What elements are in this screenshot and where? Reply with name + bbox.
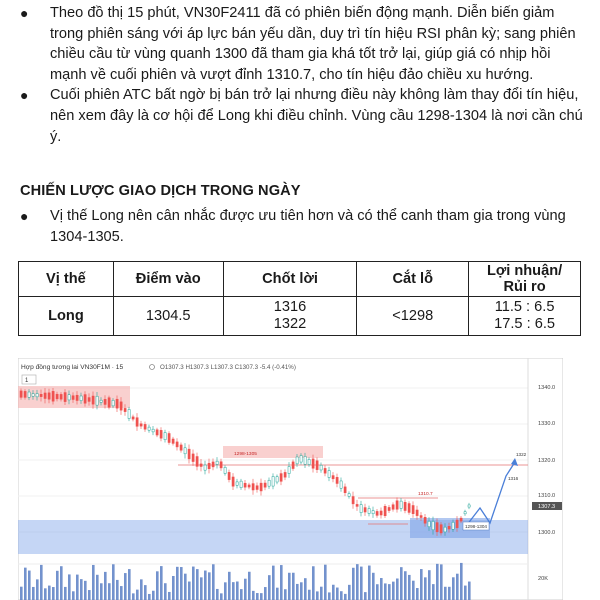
volume-bar xyxy=(236,581,239,600)
table-header-row xyxy=(19,262,581,297)
candle xyxy=(448,526,450,529)
candle xyxy=(240,481,242,488)
cell-take-profit xyxy=(223,297,357,336)
candle xyxy=(324,468,326,473)
volume-bar xyxy=(180,567,183,600)
volume-bar xyxy=(132,593,135,600)
candle xyxy=(436,523,438,532)
candle xyxy=(292,462,294,469)
candle xyxy=(72,396,74,400)
volume-bar xyxy=(388,584,391,600)
candle xyxy=(344,487,346,493)
volume-bar xyxy=(284,589,287,600)
candle xyxy=(444,527,446,532)
candle xyxy=(252,484,254,490)
candle xyxy=(364,508,366,512)
candle xyxy=(160,430,162,438)
candle xyxy=(120,402,122,410)
candle xyxy=(224,467,226,473)
y-label: 1320.0 xyxy=(538,458,556,464)
volume-bar xyxy=(48,586,51,600)
candle xyxy=(64,393,66,402)
candle xyxy=(84,395,86,404)
volume-bar xyxy=(404,571,407,600)
cell-reward-risk xyxy=(469,297,581,336)
header-take-profit: Chốt lời xyxy=(223,262,357,297)
volume-bar xyxy=(340,591,343,600)
candle xyxy=(256,486,258,490)
candle xyxy=(452,522,454,529)
strategy-bullet xyxy=(18,206,588,247)
volume-bar xyxy=(92,565,95,600)
candle xyxy=(392,505,394,510)
volume-bar xyxy=(300,582,303,600)
candle xyxy=(116,399,118,408)
volume-bar xyxy=(52,587,55,600)
volume-bar xyxy=(296,584,299,600)
price-chart xyxy=(18,358,563,600)
candle xyxy=(112,400,114,406)
candle xyxy=(300,456,302,463)
candle xyxy=(204,465,206,470)
candle xyxy=(104,399,106,404)
rr2: 17.5 : 6.5 xyxy=(494,316,555,332)
candle xyxy=(336,477,338,483)
candle xyxy=(424,517,426,523)
candle xyxy=(40,394,42,396)
candle xyxy=(396,501,398,510)
candle xyxy=(316,461,318,470)
candle xyxy=(80,396,82,401)
header-reward-risk xyxy=(469,262,581,297)
candle xyxy=(308,459,310,464)
volume-bar xyxy=(168,592,171,600)
candle xyxy=(76,395,78,400)
candle xyxy=(264,483,266,487)
chart-ohlc: O1307.3 H1307.3 L1307.3 C1307.3 -5.4 (-0.41%) xyxy=(160,364,296,371)
volume-bar xyxy=(276,588,279,600)
volume-bar xyxy=(88,590,91,600)
header-entry: Điểm vào xyxy=(113,262,223,297)
cell-stop-loss: <1298 xyxy=(357,297,469,336)
candle xyxy=(108,398,110,408)
candle xyxy=(368,509,370,514)
volume-bar xyxy=(176,567,179,600)
volume-bar xyxy=(84,581,87,600)
volume-bar xyxy=(380,578,383,600)
volume-bar xyxy=(108,583,111,600)
volume-bar xyxy=(196,569,199,600)
candle xyxy=(208,463,210,469)
volume-bar xyxy=(376,584,379,600)
candle xyxy=(56,394,58,399)
analysis-text-1: Theo đồ thị 15 phút, VN30F2411 đã có phiên biến động mạnh. Diễn biến giảm trong phiên sáng với áp lực bán yếu dần, duy trì tín hiệu RSI phân kỳ; sang phiên chiều cầu từ vùng quanh 1300 đã tham gia khá tốt trở lại, giúp giá có nhịp hồi mạnh về cuối phiên và vượt đỉnh 1310.7, cho tín hiệu đảo chiều xu hướng. xyxy=(50,5,576,83)
strategy-bullets xyxy=(18,206,588,247)
candle xyxy=(44,393,46,399)
volume-bar xyxy=(152,591,155,600)
candle xyxy=(456,520,458,528)
volume-bar xyxy=(136,590,139,600)
volume-bar xyxy=(212,564,215,600)
candle xyxy=(136,418,138,427)
volume-bar xyxy=(32,587,35,600)
cell-position: Long xyxy=(19,297,114,336)
volume-bar xyxy=(104,572,107,600)
volume-bar xyxy=(308,590,311,600)
candle xyxy=(416,510,418,516)
volume-bar xyxy=(292,573,295,600)
volume-bar xyxy=(440,564,443,600)
y-label: 1300.0 xyxy=(538,530,556,536)
header-position: Vị thế xyxy=(19,262,114,297)
volume-bar xyxy=(244,579,247,600)
volume-bar xyxy=(124,573,127,600)
candle xyxy=(248,485,250,487)
volume-bar xyxy=(128,569,131,600)
candle xyxy=(384,506,386,516)
volume-bar xyxy=(428,570,431,600)
candle xyxy=(32,394,34,397)
volume-bar xyxy=(100,583,103,600)
volume-bar xyxy=(356,564,359,600)
candle xyxy=(132,417,134,419)
candle xyxy=(180,445,182,450)
volume-bar xyxy=(44,588,47,600)
rr1: 11.5 : 6.5 xyxy=(494,299,555,315)
analysis-bullets xyxy=(18,3,588,147)
volume-bar xyxy=(392,582,395,600)
volume-bar xyxy=(228,572,231,600)
volume-bar xyxy=(416,588,419,600)
volume-bar xyxy=(312,566,315,600)
candle xyxy=(228,472,230,479)
volume-bar xyxy=(448,587,451,600)
candle xyxy=(432,521,434,529)
candle xyxy=(216,461,218,464)
candle xyxy=(268,480,270,486)
volume-bar xyxy=(328,592,331,600)
volume-bar xyxy=(264,587,267,600)
volume-bar xyxy=(220,593,223,600)
candle xyxy=(28,392,30,397)
analysis-text-2: Cuối phiên ATC bất ngờ bị bán trở lại nhưng điều này không làm thay đổi tín hiệu, nên xem đây là cơ hội để Long khi điều chỉnh. Vùng cầu 1298-1304 là nơi cần chú ý. xyxy=(50,87,583,145)
volume-bar xyxy=(40,565,43,600)
volume-bar xyxy=(408,575,411,600)
volume-bar xyxy=(200,577,203,600)
y-label: 1310.0 xyxy=(538,493,556,499)
volume-bar xyxy=(160,566,163,600)
candle xyxy=(148,427,150,430)
candle xyxy=(52,391,54,401)
volume-bar xyxy=(268,575,271,600)
volume-bar xyxy=(208,572,211,600)
chart-title: Hợp đồng tương lai VN30F1M · 15 xyxy=(21,364,124,371)
y-label-current: 1307.3 xyxy=(538,504,556,510)
volume-bar xyxy=(396,579,399,600)
y-label: 1330.0 xyxy=(538,421,556,427)
volume-bar xyxy=(60,566,63,600)
volume-bar xyxy=(420,569,423,600)
candle xyxy=(128,410,130,419)
volume-bar xyxy=(320,587,323,600)
bullet-dot-icon: ● xyxy=(20,87,29,104)
volume-bar xyxy=(56,571,59,600)
volume-bar xyxy=(304,578,307,600)
volume-bar xyxy=(464,586,467,600)
zone-label: 1298-1305 xyxy=(234,452,257,457)
strategy-title: CHIẾN LƯỢC GIAO DỊCH TRONG NGÀY xyxy=(20,183,301,199)
volume-bar xyxy=(116,580,119,600)
volume-bar xyxy=(148,594,151,600)
candle xyxy=(352,497,354,504)
volume-bar xyxy=(348,585,351,600)
volume-bar xyxy=(192,567,195,600)
volume-bar xyxy=(240,589,243,600)
candle xyxy=(356,504,358,506)
candle xyxy=(60,394,62,399)
volume-bar xyxy=(468,582,471,600)
volume-bar xyxy=(184,574,187,600)
table-row xyxy=(19,297,581,336)
volume-bar xyxy=(412,581,415,600)
candle xyxy=(276,477,278,482)
volume-bar xyxy=(352,568,355,600)
volume-bar xyxy=(400,567,403,600)
volume-bar xyxy=(232,582,235,600)
target1-label: 1316 xyxy=(508,476,519,481)
candle xyxy=(332,476,334,479)
volume-bar xyxy=(24,568,27,600)
candle xyxy=(144,424,146,429)
candle xyxy=(320,465,322,470)
candle xyxy=(152,429,154,432)
volume-bar xyxy=(156,571,159,600)
candle xyxy=(36,394,38,397)
header-risk: Rủi ro xyxy=(503,279,546,295)
candle xyxy=(260,483,262,491)
candle xyxy=(328,471,330,478)
candle xyxy=(200,464,202,467)
peak-label: 1310.7 xyxy=(418,492,433,497)
candle xyxy=(20,391,22,397)
candle xyxy=(412,505,414,513)
volume-bar xyxy=(248,572,251,600)
candle xyxy=(100,400,102,402)
candle xyxy=(288,467,290,474)
candle xyxy=(168,433,170,442)
trade-table xyxy=(18,261,581,336)
cell-entry: 1304.5 xyxy=(113,297,223,336)
volume-bar xyxy=(112,564,115,600)
candle xyxy=(280,474,282,482)
candle xyxy=(172,439,174,443)
analysis-bullet-1 xyxy=(18,3,588,85)
candle xyxy=(372,511,374,514)
candle xyxy=(188,449,190,459)
candle xyxy=(404,502,406,510)
candle xyxy=(312,459,314,468)
volume-bar xyxy=(144,585,147,600)
candle xyxy=(164,433,166,440)
volume-bar xyxy=(204,571,207,600)
volume-bar xyxy=(72,591,75,600)
candle xyxy=(428,521,430,526)
candle xyxy=(400,501,402,508)
volume-bar xyxy=(456,574,459,600)
volume-bar xyxy=(424,577,427,600)
candle xyxy=(156,430,158,435)
volume-bar xyxy=(96,575,99,600)
candle xyxy=(68,395,70,400)
candle xyxy=(212,462,214,467)
candle xyxy=(24,391,26,397)
volume-bar xyxy=(164,583,167,600)
tp1: 1316 xyxy=(273,299,307,315)
volume-bar xyxy=(216,589,219,600)
candle xyxy=(140,424,142,426)
candle xyxy=(232,477,234,486)
candle xyxy=(96,396,98,405)
candle xyxy=(420,516,422,518)
volume-bar xyxy=(76,575,79,600)
candle xyxy=(348,494,350,497)
volume-bar xyxy=(80,579,83,600)
candle xyxy=(272,476,274,486)
volume-bar xyxy=(288,573,291,600)
tp2: 1322 xyxy=(273,316,307,332)
volume-bar xyxy=(252,591,255,600)
candle xyxy=(236,482,238,485)
candle xyxy=(380,511,382,515)
candle xyxy=(296,457,298,464)
header-stop-loss: Cắt lỗ xyxy=(357,262,469,297)
volume-bar xyxy=(360,567,363,600)
volume-bar xyxy=(460,563,463,600)
volume-bar xyxy=(316,591,319,600)
candle xyxy=(88,398,90,402)
candle xyxy=(304,456,306,464)
volume-bar xyxy=(188,582,191,600)
volume-bar xyxy=(372,573,375,600)
analysis-bullet-2 xyxy=(18,85,588,147)
candle xyxy=(220,462,222,468)
volume-bar xyxy=(20,587,23,600)
volume-bar xyxy=(324,565,327,600)
candle xyxy=(464,512,466,514)
candle xyxy=(192,454,194,462)
volume-bar xyxy=(452,577,455,600)
candle xyxy=(244,483,246,487)
volume-bar xyxy=(336,588,339,600)
support-label: 1298-1304 xyxy=(465,524,487,529)
volume-bar xyxy=(140,579,143,600)
candle xyxy=(408,504,410,513)
volume-bar xyxy=(272,566,275,600)
candle xyxy=(184,448,186,454)
volume-bar xyxy=(36,579,39,600)
volume-bar xyxy=(260,593,263,600)
candle xyxy=(388,507,390,510)
volume-axis-label: 20K xyxy=(538,576,548,582)
strategy-text: Vị thế Long nên cân nhắc được ưu tiên hơn và có thể canh tham gia trong vùng 1304-1305. xyxy=(50,208,566,245)
volume-bar xyxy=(432,584,435,600)
candle xyxy=(440,525,442,533)
candle xyxy=(340,481,342,488)
candle xyxy=(376,511,378,515)
candle xyxy=(360,505,362,513)
volume-bar xyxy=(332,585,335,600)
chart-badge-text: 1 xyxy=(25,378,29,384)
volume-bar xyxy=(68,574,71,600)
y-label: 1340.0 xyxy=(538,385,556,391)
candle xyxy=(284,472,286,477)
volume-bar xyxy=(444,587,447,600)
candle xyxy=(92,396,94,404)
volume-bar xyxy=(64,587,67,600)
volume-bar xyxy=(224,582,227,600)
target2-label: 1322 xyxy=(516,452,527,457)
candle xyxy=(176,442,178,447)
volume-bar xyxy=(436,564,439,600)
volume-bar xyxy=(344,594,347,600)
volume-bar xyxy=(120,586,123,600)
volume-bar xyxy=(364,592,367,600)
volume-bar xyxy=(172,576,175,600)
volume-bar xyxy=(28,571,31,600)
candle xyxy=(468,505,470,507)
volume-bar xyxy=(280,565,283,600)
volume-bar xyxy=(384,583,387,600)
bullet-dot-icon: ● xyxy=(20,208,29,224)
volume-bar xyxy=(256,593,259,600)
header-reward: Lợi nhuận/ xyxy=(486,263,563,279)
candle xyxy=(460,518,462,521)
bullet-dot-icon: ● xyxy=(20,5,29,21)
candle xyxy=(196,457,198,467)
volume-bar xyxy=(368,566,371,600)
candle xyxy=(48,393,50,399)
candle xyxy=(124,408,126,411)
